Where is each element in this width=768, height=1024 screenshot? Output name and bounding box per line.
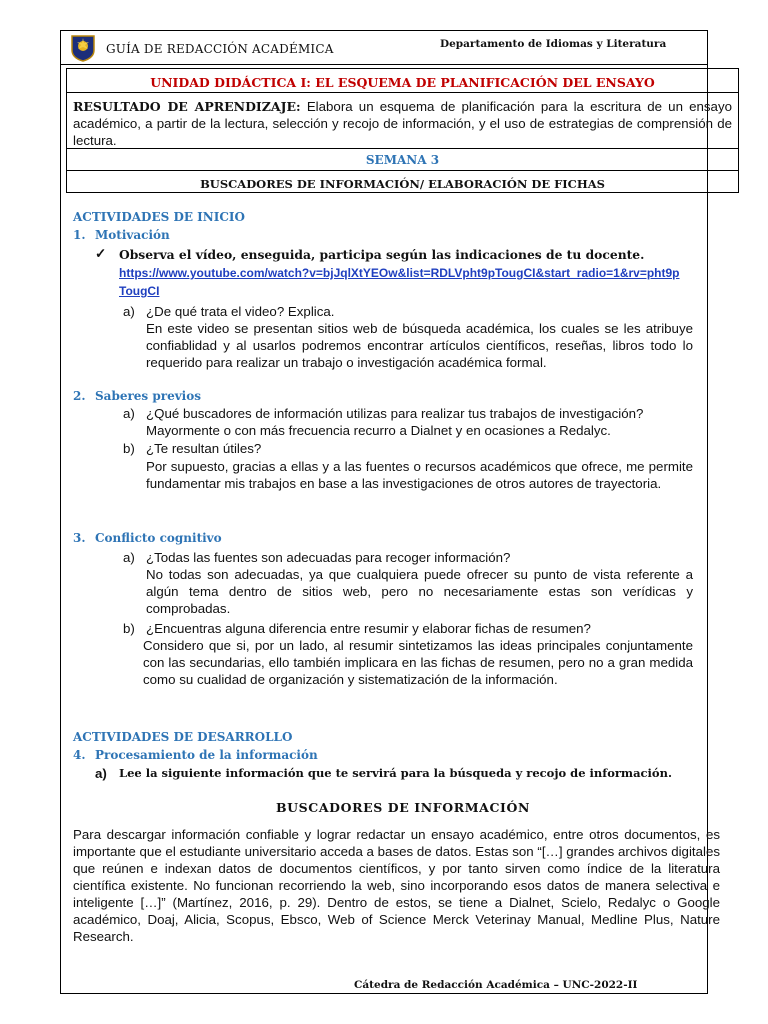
question-sources: ¿Todas las fuentes son adecuadas para recoger información? xyxy=(146,550,511,565)
question-useful: ¿Te resultan útiles? xyxy=(146,441,262,456)
motivation-heading: Motivación xyxy=(95,228,170,242)
processing-heading: Procesamiento de la información xyxy=(95,748,318,762)
video-link[interactable]: https://www.youtube.com/watch?v=bjJqlXtYEOw&list=RDLVpht9pTougCI&start_radio=1&rv=pht9p xyxy=(119,266,680,280)
list-letter: b) xyxy=(123,441,135,456)
reading-paragraph: Para descargar información confiable y lograr redactar un ensayo académico, entre otros documentos, es importante que el estudiante universitario acceda a bases de datos. Estas son “[…] grandes archivos digitales que reúnen e indexan datos de documentos científicos, y por tanto sirven como índice de la literatura científica existente. No funcionan recorriendo la web, sino incorporando esos datos de manera selectiva e inteligente […]” (Martínez, 2016, p. 29). Dentro de estos, se tiene a Dialnet, Scielo, Redalyc o Google académico, Doaj, Alicia, Scopus, Ebsco, Web of Science Merck Veterinay Manual, Medline Plus, Nature Research. xyxy=(73,827,720,944)
university-seal-icon xyxy=(70,34,96,62)
unit-row-divider xyxy=(67,92,738,93)
check-icon: ✓ xyxy=(95,246,107,261)
learning-outcome-text: Elabora un esquema de planificación para la escritura de un ensayo académico, a partir de la lectura, selección y recojo de información, y el uso de estrategias de comprensión de lectura. xyxy=(73,99,732,148)
answer-summary: Considero que si, por un lado, al resumir sintetizamos las ideas principales conjuntamente con las secundarias, ello también implicara en las fichas de resumen, pero no a gran medida como su cualidad de organización y sistematización de la información. xyxy=(143,638,693,687)
unit-info-box xyxy=(66,68,739,193)
item-number: 3. xyxy=(73,531,86,545)
unit-row-divider xyxy=(67,170,738,171)
unit-row-divider xyxy=(67,148,738,149)
list-letter: a) xyxy=(123,550,135,565)
answer-search-engines: Mayormente o con más frecuencia recurro a Dialnet y en ocasiones a Redalyc. xyxy=(146,423,611,438)
list-letter: b) xyxy=(123,621,135,636)
list-letter: a) xyxy=(123,406,135,421)
footer-text: Cátedra de Redacción Académica – UNC-2022-II xyxy=(354,979,638,991)
cognitive-conflict-heading: Conflicto cognitivo xyxy=(95,531,222,545)
question-video: ¿De qué trata el video? Explica. xyxy=(146,304,335,319)
question-search-engines: ¿Qué buscadores de información utilizas para realizar tus trabajos de investigación? xyxy=(146,406,644,421)
list-letter: a) xyxy=(123,304,135,319)
unit-title: UNIDAD DIDÁCTICA I: EL ESQUEMA DE PLANIFICACIÓN DEL ENSAYO xyxy=(150,75,655,90)
video-link-continued[interactable]: TougCI xyxy=(119,284,160,298)
section-heading-desarrollo: ACTIVIDADES DE DESARROLLO xyxy=(73,730,293,744)
department-title: Departamento de Idiomas y Literatura xyxy=(440,38,667,50)
prior-knowledge-heading: Saberes previos xyxy=(95,389,201,403)
reading-title: BUSCADORES DE INFORMACIÓN xyxy=(276,800,530,815)
list-letter: a) xyxy=(95,766,107,781)
week-subtitle: BUSCADORES DE INFORMACIÓN/ ELABORACIÓN DE FICHAS xyxy=(200,177,605,191)
week-label: SEMANA 3 xyxy=(365,153,440,167)
answer-sources: No todas son adecuadas, ya que cualquiera puede ofrecer su punto de vista referente a algún tema dentro de sitios web, pero no necesariamente estas son verídicas y comprobadas. xyxy=(146,567,693,616)
section-heading-inicio: ACTIVIDADES DE INICIO xyxy=(73,210,245,224)
video-instruction: Observa el vídeo, enseguida, participa según las indicaciones de tu docente. xyxy=(119,247,645,262)
reading-instruction: Lee la siguiente información que te servirá para la búsqueda y recojo de información. xyxy=(119,766,672,780)
item-number: 1. xyxy=(73,228,86,242)
learning-outcome xyxy=(73,98,732,149)
header-divider xyxy=(60,64,708,65)
guide-title: GUÍA DE REDACCIÓN ACADÉMICA xyxy=(106,42,334,56)
answer-video: En este video se presentan sitios web de búsqueda académica, los cuales se les atribuye confiablidad y al usarlos podremos encontrar artículos científicos, reseñas, libros todo lo requerido para realizar un trabajo o investigación académica formal. xyxy=(146,321,693,370)
learning-outcome-label: RESULTADO DE APRENDIZAJE: xyxy=(73,99,301,114)
item-number: 4. xyxy=(73,748,86,762)
question-summary: ¿Encuentras alguna diferencia entre resumir y elaborar fichas de resumen? xyxy=(146,621,591,636)
answer-useful: Por supuesto, gracias a ellas y a las fuentes o recursos académicos que ofrece, me permite fundamentar mis trabajos en base a las investigaciones de otros autores de trayectoria. xyxy=(146,459,693,491)
item-number: 2. xyxy=(73,389,86,403)
